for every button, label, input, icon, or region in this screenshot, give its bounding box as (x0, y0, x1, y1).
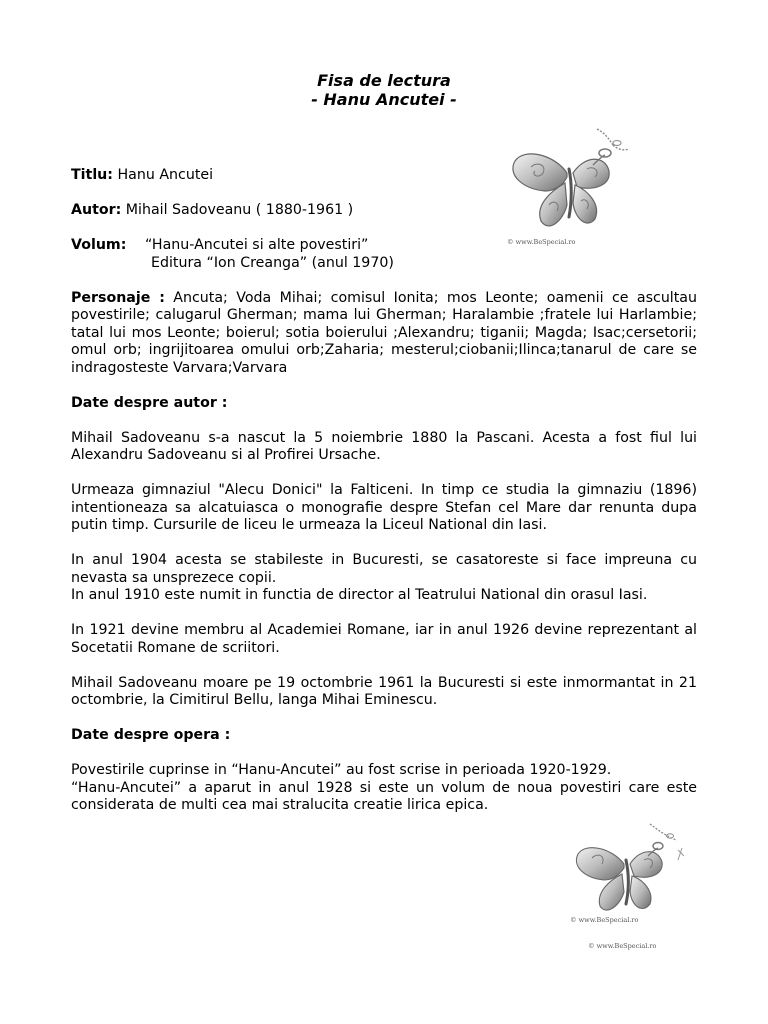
heading-date-despre-opera: Date despre opera : (71, 727, 231, 743)
title-line-1: Fisa de lectura (317, 71, 451, 90)
autor-paragraph-3a: In anul 1904 acesta se stabileste in Bucuresti, se casatoreste si face impreuna cu nevasta sa unsprezece copii. (71, 552, 697, 586)
image-credit-top: © www.BeSpecial.ro (507, 238, 576, 246)
image-credit-bottom-2: © www.BeSpecial.ro (588, 942, 657, 950)
opera-paragraph-1a: Povestirile cuprinse in “Hanu-Ancutei” au fost scrise in perioada 1920-1929. (71, 762, 612, 778)
field-personaje (71, 290, 697, 378)
opera-paragraph-1b: “Hanu-Ancutei” a aparut in anul 1928 si este un volum de noua povestiri care este considerata de multi cea mai stralucita creatie lirica epica. (71, 779, 697, 813)
field-autor (71, 202, 697, 220)
autor-paragraph-4: In 1921 devine membru al Academiei Romane, iar in anul 1926 devine reprezentant al Socetatii Romane de scriitori. (71, 622, 697, 656)
autor-paragraph-1: Mihail Sadoveanu s-a nascut la 5 noiembrie 1880 la Pascani. Acesta a fost fiul lui Alexandru Sadoveanu si al Profirei Ursache. (71, 429, 697, 463)
titlu-label: Titlu: (71, 167, 113, 183)
autor-paragraph-5: Mihail Sadoveanu moare pe 19 octombrie 1961 la Bucuresti si este inmormantat in 21 octombrie, la Cimitirul Bellu, langa Mihai Eminescu. (71, 674, 697, 708)
volum-label: Volum: (71, 237, 127, 253)
volum-line-1: “Hanu-Ancutei si alte povestiri” (145, 237, 369, 253)
field-titlu (71, 167, 697, 185)
image-credit-bottom-1: © www.BeSpecial.ro (570, 916, 639, 924)
title-line-2: - Hanu Ancutei - (311, 90, 457, 109)
autor-paragraph-3b: In anul 1910 este numit in functia de director al Teatrului National din orasul Iasi. (71, 587, 648, 603)
opera-paragraph-1 (71, 762, 697, 815)
field-volum (71, 237, 697, 272)
document-body (71, 167, 697, 832)
autor-value: Mihail Sadoveanu ( 1880-1961 ) (121, 202, 354, 218)
volum-line-2: Editura “Ion Creanga” (anul 1970) (151, 254, 394, 271)
autor-paragraph-3 (71, 552, 697, 605)
autor-label: Autor: (71, 202, 122, 218)
document-title (0, 71, 768, 109)
personaje-value: Ancuta; Voda Mihai; comisul Ionita; mos Leonte; oamenii ce ascultau povestirile; calugarul Gherman; mama lui Gherman; Haralambie ;fratele lui Harlambie; tatal lui mos Leonte; boierul; sotia boierului ;Alexandru; tiganii; Magda; Isac;cersetorii; omul orb; ingrijitoarea omului orb;Zaharia; mesterul;ciobanii;Ilinca;tanarul de care se indragosteste Varvara;Varvara (71, 289, 697, 376)
autor-paragraph-2: Urmeaza gimnaziul "Alecu Donici" la Falticeni. In timp ce studia la gimnaziu (1896) intentioneaza sa alcatuiasca o monografie despre Stefan cel Mare dar renunta dupa putin timp. Cursurile de liceu le urmeaza la Liceul National din Iasi. (71, 482, 697, 533)
personaje-label: Personaje : (71, 289, 165, 306)
butterfly-pendant-illustration-bottom (566, 820, 696, 920)
titlu-value: Hanu Ancutei (112, 167, 214, 183)
heading-date-despre-autor: Date despre autor : (71, 394, 228, 411)
butterfly-pendant-image-bottom (566, 820, 696, 955)
